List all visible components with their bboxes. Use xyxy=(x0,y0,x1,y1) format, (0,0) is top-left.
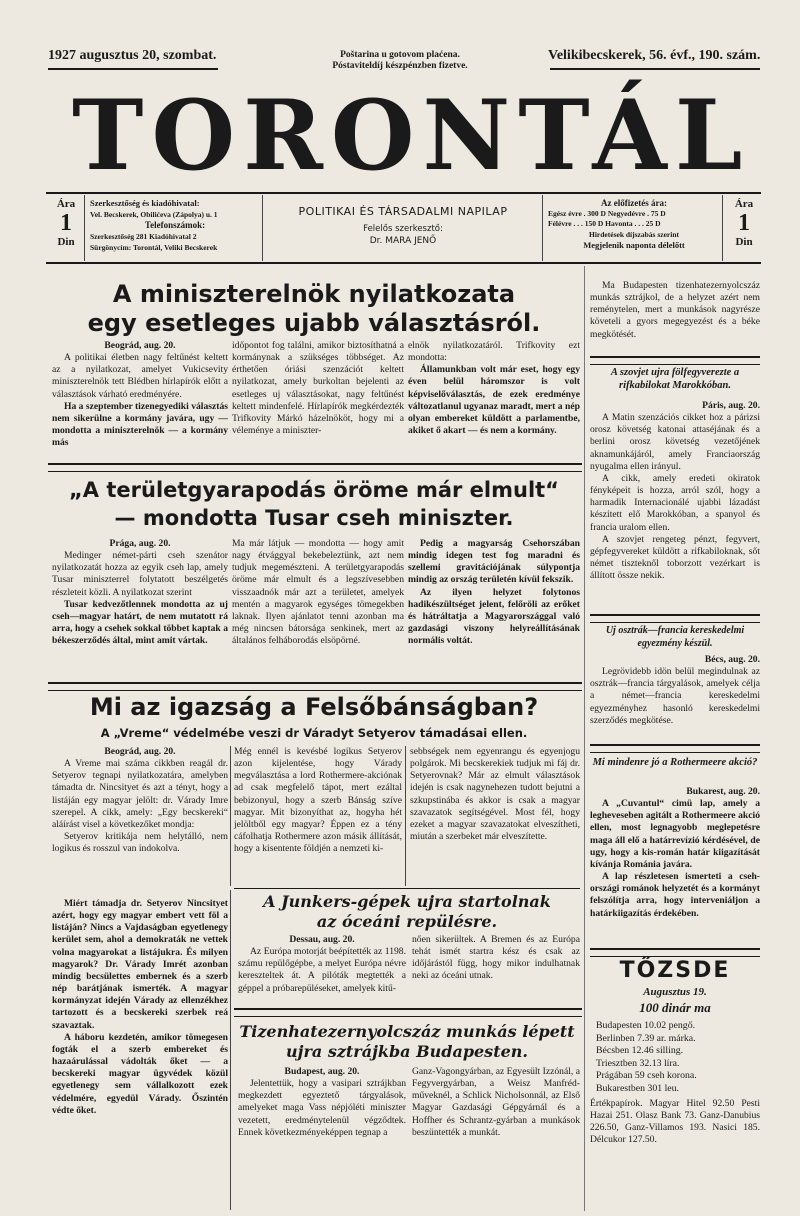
rate-row: Bukarestben 301 leu. xyxy=(596,1082,679,1094)
issue-number: Velikibecskerek, 56. évf., 190. szám. xyxy=(548,48,761,63)
price-box-left: Ára 1 Din xyxy=(56,198,76,248)
rate-row: Prágában 59 cseh korona. xyxy=(596,1070,697,1082)
tozsde-unit: 100 dinár ma xyxy=(639,1000,711,1015)
a3-col1: Beográd, aug. 20. A Vreme mai száma cikkben reagál dr. Setyerov tegnapi nyilatkozatára, amelyben támadta dr. Nincsityet és azt a tényt, hogy a listáján egy magyar jelölt: dr. Várady Imre szerepel. A cikk, amely: „Egy becskereki“ aláírást visel a következőket mondja: Setyerov kritikája nem helytálló, nem logikus és rosszul van indokolva. xyxy=(52,746,228,855)
a3-col1-cont: Miért támadja dr. Setyerov Nincsityet azért, hogy egy magyar embert vett föl a listáján? Nincs a Vajdaságban egyetlenegy kerület sem, ahol a demokraták ne vettek volna magyarokat a listájukra. És milyen magyarok? Dr. Várady Imrét azonban mindig becsülettes embernek és a szerb nép barátjának ismerték. A magyar kormányzat idején Várady az ellenzékhez tartozott és a becskereki szerbek reá szavaztak. A háboru kezdetén, amikor tömegesen fogták el a szerb embereket és hazaárulással vádolták őket — a becskereki magyar ügyvédek közül egyetlenegy sem vállalkozott ezek védelmére, egyedül Várady. Őszintén védte őket. xyxy=(52,898,228,1116)
a3-col3: sebbségek nem egyenrangu és egyenjogu polgárok. Mi becskerekiek tudjuk mi fáj dr. Setyerovnak? Már az elmult választások idején is csak nagynehezen tudott bejutni a szkupstinába és akkor is csak a magyar szavazatok segítségével. Most fél, hogy ezeket a magyar szavazatokat elveszítheti, miután a szerbeket már elveszítette. xyxy=(410,746,580,843)
a2-col3: Pedig a magyarság Csehorszában mindig idegen test fog maradni és szellemi gravitációjának súlypontja mindig az ország területén kívül fekszik. Az ilyen helyzet folytonos hadikészültséget jelent, felőröli az erőket és hátráltatja a Magyarországgal való gazdasági viszony helyreállításának normális voltát. xyxy=(408,538,580,647)
a3-col2: Még ennél is kevésbé logikus Setyerov azon kijelentése, hogy Várady megválasztása a lord Rothermere-akciónak ad csak megfelelő tápot, mert ezáltal bebizonyul, hogy a szerb Bánság szíve magyar. Mit bizonyíthat az, hogyha hét jelöltből egy magyar? Éppen ez a tény cáfolhatja Rothermere azon másik állítását, hogy a kisentente földjén a nemzeti ki- xyxy=(234,746,402,855)
rate-row: Berlinben 7.39 ar. márka. xyxy=(596,1032,696,1044)
side-t1: Páris, aug. 20. A Matin szenzációs cikket hoz a párizsi orosz követség katonai attaséjának és a berlini orosz követség vezetőjének aknamunkájáról, amely Franciaország nyugalma ellen irányul. A cikk, amely eredeti okiratok fényképeit is hozza, arról szól, hogy a harmadik Internacionálé ujabbi lázadást készített elő Marokkóban, a spanyol és francia uralom ellen. A szovjet rengeteg pénzt, fegyvert, gépfegyvereket küldött a rifkabiloknak, sőt német tiszteknől toborzott vezérkart is állított össze nekik. xyxy=(590,400,760,582)
side-t3: Bukarest, aug. 20. A „Cuvantul“ cimü lap, amely a legheveseben agitált a Rothermeere akció ellen, most legnagyobb meglepetésre maga áll elő a határrevízió kérdésével, de ugy, hogy a kis-román határ kiigazítását kívánja Románia javára. A lap részletesen ismerteti a cseh-országi románok helyzetét és a kormányt felszólítja arra, hogy interveniáljon a határkiigazítás érdekében. xyxy=(590,786,760,919)
masthead-title: TORONTÁL xyxy=(72,79,751,192)
a5-headline: Tizenhatezernyolcszáz munkás lépett ujra sztrájkba Budapesten. xyxy=(239,1022,575,1061)
a4-col1: Dessau, aug. 20. Az Európa motorját beépítették az 1198. számu repülőgépbe, a melyet Európa névre kereszteltek át. A pilóták megtették a géppel a próbarepüléseket, amelyek kitű- xyxy=(238,934,406,994)
a3-headline: Mi az igazság a Felsőbánságban? xyxy=(89,693,539,721)
issue-date: 1927 augusztus 20, szombat. xyxy=(48,48,217,63)
a1-headline: A miniszterelnök nyilatkozata egy esetleges ujabb választásról. xyxy=(87,280,541,337)
a2-col1: Prága, aug. 20. Medinger német-párti cseh szenátor nyilatkozatát hozza az egyik cseh lap, amely Tusar miniszterrel folytatott beszélgetés részleteit közli. A nyilatkozat szerint Tusar kedvezőtlennek mondotta az uj cseh—magyar határt, de nem mutatott rá arra, hogy a csehek sokkal többet kaptak a békeszerződés által, mint amit vártak. xyxy=(52,538,228,647)
a3-subhead: A „Vreme“ védelmébe veszi dr Váradyt Setyerov támadásai ellen. xyxy=(100,726,528,740)
a1-col2: időpontot fog találni, amikor biztosíthatná a kormánynak a szükséges többséget. Az érthetően óriási szenzációt keltett nyilatkozat, amely burkoltan bejelenti az esetleges uj választásokat, nagy feltűnést keltett mindenfelé. Hírlapírók megkérdezték Trifkovity Márkó házelnököt, hogy mi a véleménye a miniszter- xyxy=(232,340,404,437)
side-h3: Mi mindenre jó a Rothermeere akció? xyxy=(592,757,758,768)
a1-col3: elnök nyilatkozatáról. Trifkovity ezt mondotta: Államunkban volt már eset, hogy egy éven belül háromszor is volt képviselőválasztás, de ezek eredménye változatlanul ugyanaz maradt, mert a nép olyan embereket küldött a parlamentbe, akiket ő akart — és nem a kormány. xyxy=(408,340,580,437)
a4-headline: A Junkers-gépek ujra startolnak az óceáni repülésre. xyxy=(263,892,551,931)
paper-subtitle-block: POLITIKAI ÉS TÁRSADALMI NAPILAP Felelős szerkesztő: Dr. MARA JENŐ xyxy=(298,205,508,246)
rate-row: Bécsben 12.46 silling. xyxy=(596,1045,684,1057)
side-h1: A szovjet ujra fölfegyverezte a rifkabilokat Marokkóban. xyxy=(610,367,740,391)
a2-col2: Ma már látjuk — mondotta — hogy amit nagy étvággyal bekebeleztünk, azt nem tudjuk megemészteni. A területgyarapodás öröme már elmult és a legszívesebben visszaadnók már azt a területet, amelyek mentén a magyarok egységes tömegekben laknak. Ilyen ajánlatot tenni azonban ma még nincsen bátorsága senkinek, mert az általános felháborodás elsöpörné. xyxy=(232,538,404,647)
securities: Értékpapírok. Magyar Hitel 92.50 Pesti Hazai 251. Olasz Bank 73. Ganz-Danubius 226.50, Ganz-Villamos 193. Nasici 185. Délcukor 127.50. xyxy=(590,1098,760,1146)
rate-row: Budapesten 10.02 pengő. xyxy=(596,1020,696,1031)
a4-col2: nően sikerültek. A Bremen és az Európa tehát ismét startra kész és csak az időjárástól függ, hogy mikor indulhatnak neki az óceáni utnak. xyxy=(412,934,580,982)
tozsde-date: Augusztus 19. xyxy=(643,986,707,998)
side-cont: Ma Budapesten tizenhatezernyolcszáz munkás sztrájkol, de a helyzet azért nem reménytelen, mert a munkások nagyrésze követeli a gyors megegyezést és a béke megkötését. xyxy=(590,280,760,340)
side-h2: Uj osztrák—francia kereskedelmi egyezmény készül. xyxy=(605,625,745,649)
subscription-info: Az előfizetés ára: Egész évre . 300 D Negyedévre . 75 D Félévre . . . 150 D Havonta . . . 25 D Hirdetések díjszabás szerint Megjelenik naponta délelőtt xyxy=(548,198,685,250)
tozsde-title: TŐZSDE xyxy=(619,958,731,983)
office-info: Szerkesztőség és kiadóhivatal: Vel. Becskerek, Obilićeva (Zápolya) u. 1 Telefonszámok: Szerkesztőség 281 Kiadóhivatal 2 Sürgönycím: Torontál, Veliki Becskerek xyxy=(90,198,218,252)
side-t2: Bécs, aug. 20. Legrövidebb idön belül megindulnak az osztrák—francia tárgyalások, amelyek célja a német—francia kereskedelmi egyezményhez hasonló kereskedelmi szerződés megkötése. xyxy=(590,654,760,726)
a1-col1: Beográd, aug. 20. A politikai életben nagy feltűnést keltett az a nyilatkozat, amelyet Vukicsevity miniszterelnök tett Blédben hírlapírók előtt a választások várható eredményére. Ha a szeptember tizenegyediki választás nem sikerülne a kormány javára, ugy — mondotta a miniszterelnök — a kormány más xyxy=(52,340,228,449)
rate-row: Triesztben 32.13 líra. xyxy=(596,1057,680,1069)
a5-col2: Ganz-Vagongyárban, az Egyesült Izzónál, a Fegyvergyárban, a Weisz Manfréd-műveknél, a Schlick Nicholsonnál, az Első Magyar Gazdasági Gépgyárnál és a Hoffher és Schrantz-gyárban a munkások beszüntették a munkát. xyxy=(412,1066,580,1138)
a5-col1: Budapest, aug. 20. Jelentettük, hogy a vasipari sztrájkban megkezdett egyeztető tárgyalások, amelyeket maga Vass népjóléti miniszter vezetett, eredménytelenül végződtek. Ennek következményeképpen tegnap a xyxy=(238,1066,406,1138)
postage-note: Poštarina u gotovom plaćena. Póstaviteldíj készpénzben fizetve. xyxy=(332,50,468,71)
a2-headline: „A területgyarapodás öröme már elmult“ — mondotta Tusar cseh miniszter. xyxy=(68,478,559,530)
price-box-right: Ára 1 Din xyxy=(734,198,754,248)
exchange-rates xyxy=(596,1020,760,1096)
